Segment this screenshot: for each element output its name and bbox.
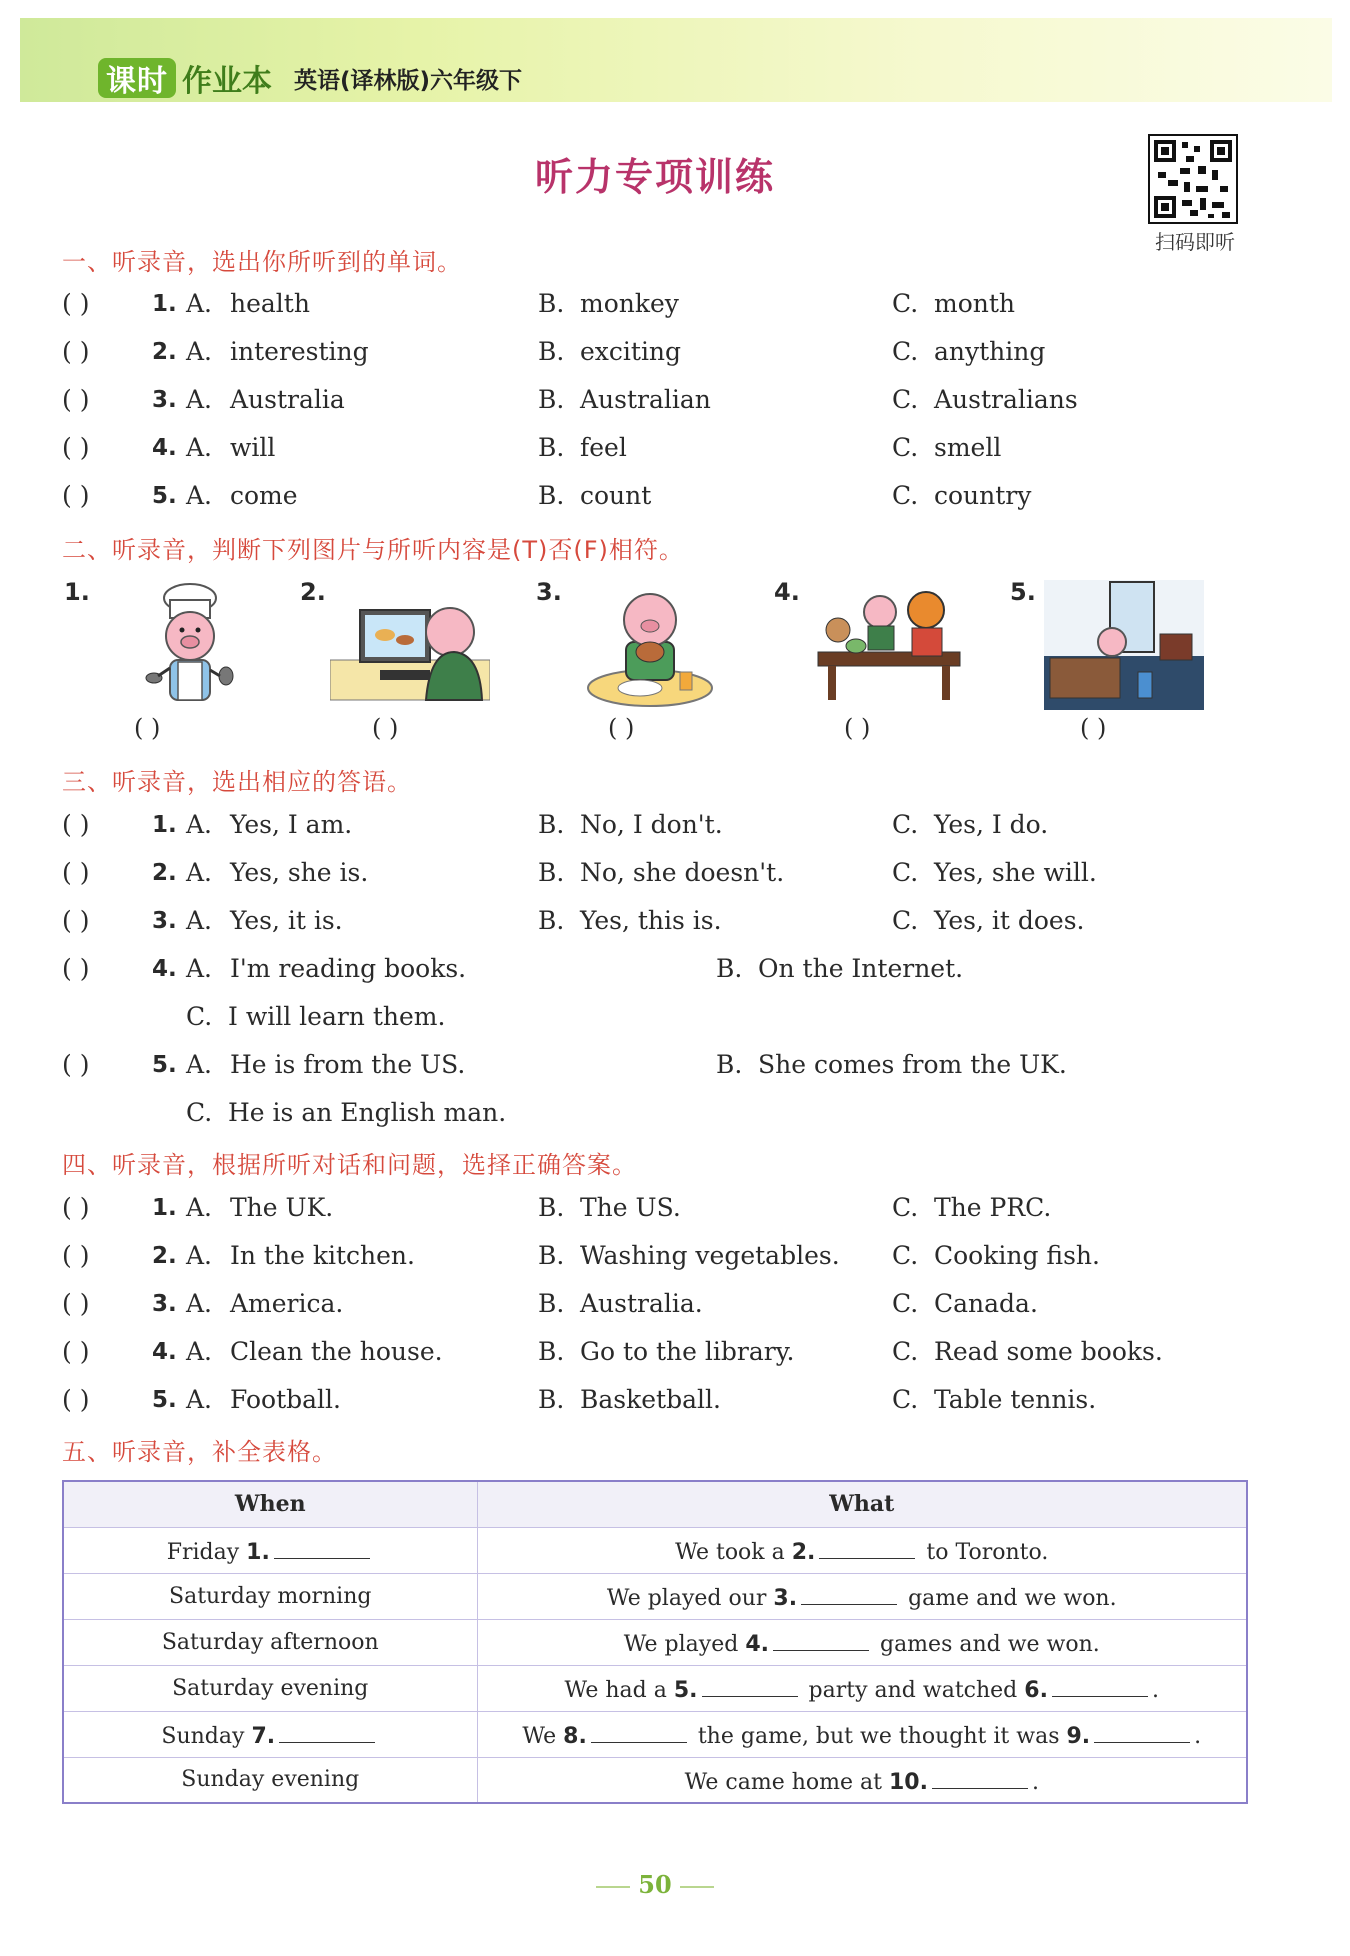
option-a-label: A. (186, 337, 213, 366)
option-b-label: B. (716, 1050, 743, 1079)
answer-paren[interactable]: ( ) (62, 289, 90, 318)
what-cell: We played our 3. game and we won. (477, 1573, 1247, 1619)
option-b-label: B. (538, 858, 565, 887)
option-c-label: C. (186, 1098, 213, 1127)
option-c: smell (934, 433, 1002, 462)
option-c: anything (934, 337, 1046, 366)
option-a: Yes, it is. (230, 906, 343, 935)
option-c-label: C. (892, 385, 919, 414)
option-b: No, I don't. (580, 810, 723, 839)
table-row (63, 1711, 1247, 1757)
blank-field[interactable] (1094, 1719, 1190, 1743)
book-subtitle: 英语(译林版)六年级下 (294, 67, 523, 94)
option-a: will (230, 433, 276, 462)
option-a-label: A. (186, 289, 213, 318)
option-a: Football. (230, 1385, 341, 1414)
picture-number: 3. (536, 578, 562, 606)
page-number: 50 (0, 1870, 1310, 1899)
option-c: country (934, 481, 1032, 510)
option-c: Table tennis. (934, 1385, 1097, 1414)
question-number: 4. (152, 1339, 177, 1365)
option-a-label: A. (186, 1193, 213, 1222)
col-when-header: When (63, 1481, 477, 1527)
question-number: 3. (152, 387, 177, 413)
blank-field[interactable] (1052, 1673, 1148, 1697)
option-c-label: C. (892, 858, 919, 887)
answer-paren[interactable]: ( ) (62, 1193, 90, 1222)
option-c-label: C. (892, 289, 919, 318)
question-number: 2. (152, 860, 177, 886)
section3-heading: 三、听录音，选出相应的答语。 (62, 768, 412, 796)
answer-paren[interactable]: ( ) (62, 1289, 90, 1318)
option-a: In the kitchen. (230, 1241, 415, 1270)
option-c: Yes, she will. (934, 858, 1097, 887)
option-c-label: C. (892, 1289, 919, 1318)
option-a: health (230, 289, 310, 318)
option-a: I'm reading books. (230, 954, 467, 983)
answer-paren[interactable]: ( ) (62, 433, 90, 462)
option-c: month (934, 289, 1016, 318)
option-b: Washing vegetables. (580, 1241, 840, 1270)
option-b-label: B. (538, 1337, 565, 1366)
question-number: 2. (152, 1243, 177, 1269)
picture-number: 5. (1010, 578, 1036, 606)
option-a-label: A. (186, 1241, 213, 1270)
blank-field[interactable] (702, 1673, 798, 1697)
when-cell: Saturday evening (63, 1665, 477, 1711)
option-c: The PRC. (934, 1193, 1052, 1222)
section1-heading: 一、听录音，选出你所听到的单词。 (62, 248, 462, 276)
option-b: Australian (580, 385, 711, 414)
option-a: He is from the US. (230, 1050, 466, 1079)
option-a-label: A. (186, 858, 213, 887)
option-b: count (580, 481, 652, 510)
option-c-label: C. (892, 1337, 919, 1366)
option-c-label: C. (892, 481, 919, 510)
option-a-label: A. (186, 954, 213, 983)
question-number: 2. (152, 339, 177, 365)
option-c-label: C. (892, 1385, 919, 1414)
option-c-label: C. (892, 906, 919, 935)
option-a: Yes, I am. (230, 810, 353, 839)
pig-chef-picture (110, 580, 270, 710)
option-c-label: C. (892, 1193, 919, 1222)
blank-field[interactable] (591, 1719, 687, 1743)
option-b-label: B. (538, 1385, 565, 1414)
option-a-label: A. (186, 1337, 213, 1366)
when-cell: Saturday afternoon (63, 1619, 477, 1665)
option-c-label: C. (892, 810, 919, 839)
blank-field[interactable] (279, 1719, 375, 1743)
pig-eating-picture (570, 580, 730, 710)
option-b: The US. (580, 1193, 681, 1222)
answer-paren[interactable]: ( ) (62, 1385, 90, 1414)
pig-room-picture (1044, 580, 1204, 710)
picture-number: 4. (774, 578, 800, 606)
answer-paren[interactable]: ( ) (844, 714, 871, 742)
blank-field[interactable] (932, 1765, 1028, 1789)
animals-table-picture (808, 580, 968, 710)
option-c-label: C. (892, 433, 919, 462)
when-cell: Saturday morning (63, 1573, 477, 1619)
option-b: Australia. (580, 1289, 703, 1318)
when-cell: Friday 1. (63, 1527, 477, 1573)
option-b-label: B. (538, 433, 565, 462)
option-c-label: C. (892, 337, 919, 366)
table-row (63, 1527, 1247, 1573)
option-a: Australia (230, 385, 345, 414)
option-a-label: A. (186, 1289, 213, 1318)
col-what-header: What (477, 1481, 1247, 1527)
option-b-label: B. (538, 385, 565, 414)
question-number: 4. (152, 435, 177, 461)
when-cell: Sunday 7. (63, 1711, 477, 1757)
what-cell: We played 4. games and we won. (477, 1619, 1247, 1665)
answer-paren[interactable]: ( ) (62, 1241, 90, 1270)
brand-name: 作业本 (182, 64, 272, 99)
answer-paren[interactable]: ( ) (62, 1337, 90, 1366)
table-row (63, 1619, 1247, 1665)
table-row (63, 1757, 1247, 1803)
option-a-label: A. (186, 385, 213, 414)
section2-heading: 二、听录音，判断下列图片与所听内容是(T)否(F)相符。 (62, 536, 684, 564)
answer-paren[interactable]: ( ) (62, 858, 90, 887)
option-c: He is an English man. (228, 1098, 507, 1127)
question-number: 5. (152, 483, 177, 509)
option-a-label: A. (186, 481, 213, 510)
option-a: America. (230, 1289, 344, 1318)
option-a: Clean the house. (230, 1337, 443, 1366)
option-b: Go to the library. (580, 1337, 795, 1366)
answer-paren[interactable]: ( ) (372, 714, 399, 742)
option-a-label: A. (186, 433, 213, 462)
blank-field[interactable] (773, 1627, 869, 1651)
answer-paren[interactable]: ( ) (134, 714, 161, 742)
pig-computer-picture (330, 580, 490, 710)
qr-caption: 扫码即听 (1155, 230, 1235, 254)
option-a: come (230, 481, 298, 510)
option-b-label: B. (538, 337, 565, 366)
option-a-label: A. (186, 1050, 213, 1079)
blank-field[interactable] (819, 1535, 915, 1559)
option-b-label: B. (716, 954, 743, 983)
answer-paren[interactable]: ( ) (62, 906, 90, 935)
question-number: 1. (152, 1195, 177, 1221)
answer-paren[interactable]: ( ) (62, 385, 90, 414)
answer-paren[interactable]: ( ) (62, 810, 90, 839)
option-b-label: B. (538, 1193, 565, 1222)
table-row (63, 1573, 1247, 1619)
option-c-label: C. (186, 1002, 213, 1031)
table-row (63, 1665, 1247, 1711)
option-c: Read some books. (934, 1337, 1163, 1366)
answer-paren[interactable]: ( ) (62, 337, 90, 366)
option-c: I will learn them. (228, 1002, 446, 1031)
option-a: The UK. (230, 1193, 334, 1222)
section4-heading: 四、听录音，根据所听对话和问题，选择正确答案。 (62, 1151, 637, 1179)
option-b: Basketball. (580, 1385, 721, 1414)
option-c: Cooking fish. (934, 1241, 1100, 1270)
option-b: She comes from the UK. (758, 1050, 1067, 1079)
question-number: 3. (152, 908, 177, 934)
qr-code-icon[interactable] (1148, 134, 1238, 224)
answer-paren[interactable]: ( ) (1080, 714, 1107, 742)
option-b-label: B. (538, 289, 565, 318)
when-cell: Sunday evening (63, 1757, 477, 1803)
answer-paren[interactable]: ( ) (608, 714, 635, 742)
answer-paren[interactable]: ( ) (62, 481, 90, 510)
option-c: Australians (934, 385, 1078, 414)
option-a-label: A. (186, 810, 213, 839)
option-b: Yes, this is. (580, 906, 722, 935)
option-c: Canada. (934, 1289, 1038, 1318)
option-b: exciting (580, 337, 682, 366)
page-title: 听力专项训练 (534, 155, 775, 199)
option-a-label: A. (186, 906, 213, 935)
question-number: 4. (152, 956, 177, 982)
option-b: No, she doesn't. (580, 858, 785, 887)
option-b-label: B. (538, 906, 565, 935)
brand-logo: 课时 (98, 58, 176, 98)
option-b-label: B. (538, 1241, 565, 1270)
table-header-row (63, 1481, 1247, 1527)
option-a: Yes, she is. (230, 858, 369, 887)
option-b: On the Internet. (758, 954, 964, 983)
option-b-label: B. (538, 810, 565, 839)
question-number: 5. (152, 1387, 177, 1413)
what-cell: We 8. the game, but we thought it was 9. . (477, 1711, 1247, 1757)
option-b: feel (580, 433, 627, 462)
option-b-label: B. (538, 1289, 565, 1318)
picture-number: 2. (300, 578, 326, 606)
brand (98, 56, 522, 100)
option-c-label: C. (892, 1241, 919, 1270)
option-c: Yes, it does. (934, 906, 1085, 935)
question-number: 5. (152, 1052, 177, 1078)
question-number: 1. (152, 291, 177, 317)
blank-field[interactable] (801, 1581, 897, 1605)
option-b-label: B. (538, 481, 565, 510)
section5-heading: 五、听录音，补全表格。 (62, 1438, 337, 1466)
what-cell: We had a 5. party and watched 6. . (477, 1665, 1247, 1711)
answer-paren[interactable]: ( ) (62, 1050, 90, 1079)
what-cell: We came home at 10. . (477, 1757, 1247, 1803)
answer-paren[interactable]: ( ) (62, 954, 90, 983)
fill-table (62, 1480, 1248, 1804)
option-a: interesting (230, 337, 369, 366)
question-number: 3. (152, 1291, 177, 1317)
option-b: monkey (580, 289, 679, 318)
blank-field[interactable] (274, 1535, 370, 1559)
option-a-label: A. (186, 1385, 213, 1414)
picture-number: 1. (64, 578, 90, 606)
what-cell: We took a 2. to Toronto. (477, 1527, 1247, 1573)
question-number: 1. (152, 812, 177, 838)
option-c: Yes, I do. (934, 810, 1049, 839)
